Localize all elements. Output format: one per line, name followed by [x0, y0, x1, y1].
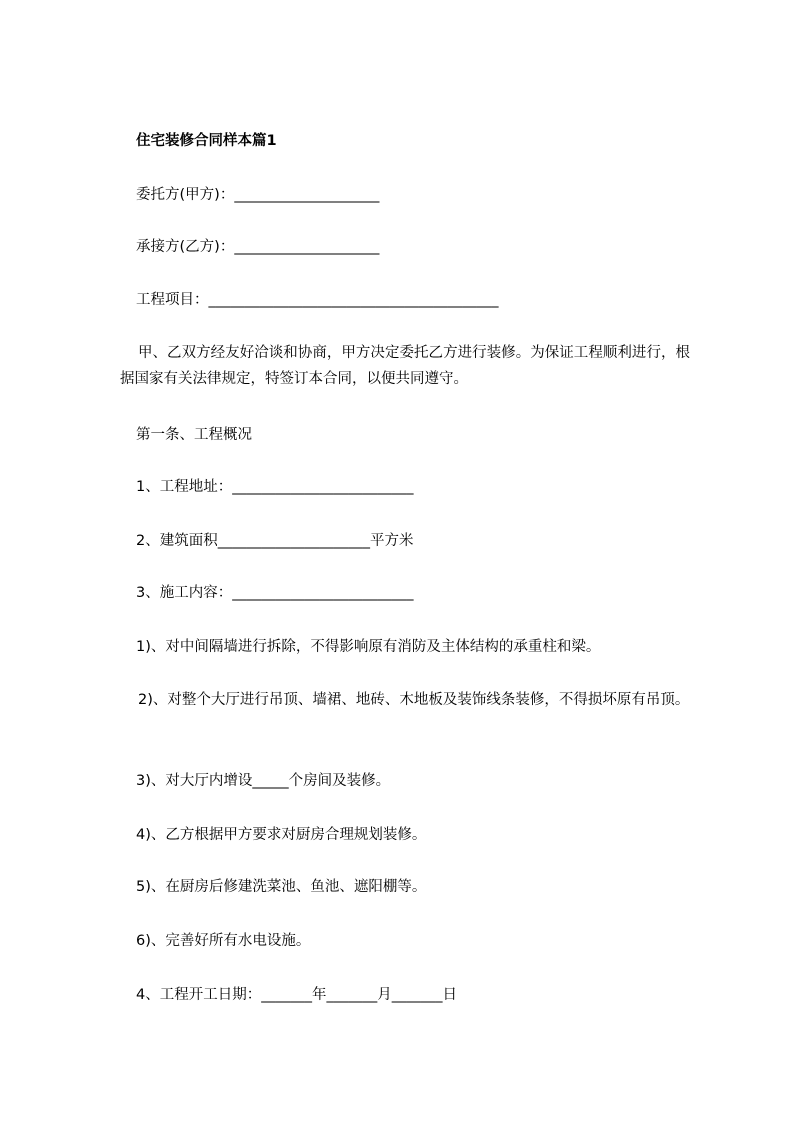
- article-1-heading: 第一条、工程概况: [136, 427, 252, 443]
- sub-item-3: 3)、对大厅内增设_____个房间及装修。: [136, 773, 391, 789]
- item-start-date: 4、工程开工日期：_______年_______月_______日: [136, 987, 457, 1003]
- item-address: 1、工程地址：_________________________: [136, 479, 414, 495]
- document-title: 住宅装修合同样本篇1: [136, 133, 277, 149]
- sub-item-4: 4)、乙方根据甲方要求对厨房合理规划装修。: [136, 827, 427, 843]
- sub-item-6: 6)、完善好所有水电设施。: [136, 933, 311, 949]
- sub-item-2: 2)、对整个大厅进行吊顶、墙裙、地砖、木地板及装饰线条装修，不得损坏原有吊顶。: [138, 692, 690, 708]
- intro-paragraph: 甲、乙双方经友好洽谈和协商，甲方决定委托乙方进行装修。为保证工程顺利进行，根据国家有关法律规定，特签订本合同，以便共同遵守。: [120, 345, 690, 387]
- sub-item-5: 5)、在厨房后修建洗菜池、鱼池、遮阳棚等。: [136, 879, 427, 895]
- sub-item-1: 1)、对中间隔墙进行拆除，不得影响原有消防及主体结构的承重柱和梁。: [136, 639, 601, 655]
- item-content: 3、施工内容：_________________________: [136, 585, 414, 601]
- item-area: 2、建筑面积_____________________平方米: [136, 533, 414, 549]
- project-field-line: 工程项目：________________________________________: [136, 292, 499, 308]
- client-field-line: 委托方(甲方)：____________________: [136, 187, 380, 203]
- contractor-field-line: 承接方(乙方)：____________________: [136, 239, 380, 255]
